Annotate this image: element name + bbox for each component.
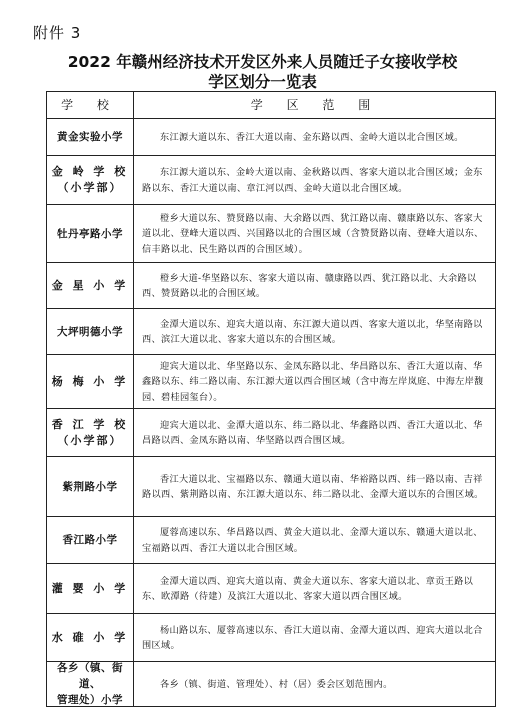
table-row [47, 517, 495, 564]
district-range-text: 香江大道以北、宝福路以东、赣通大道以南、华裕路以西、纬一路以南、吉祥路以西、紫荆路以南、东江源大道以东、纬二路以北、金潭大道以东的合围区域。 [142, 473, 484, 500]
school-name-line: 紫荆路小学 [62, 480, 118, 493]
table-row [47, 355, 495, 409]
school-name-line: 金 星 小 学 [51, 278, 129, 292]
school-name [47, 662, 134, 706]
school-name-line: 杨 梅 小 学 [51, 374, 129, 388]
table-header-row [47, 92, 495, 119]
table-row [47, 409, 495, 457]
district-range [134, 614, 495, 661]
district-range [134, 409, 495, 456]
header-school: 学 校 [47, 92, 134, 118]
document-title-line-2: 学区划分一览表 [208, 73, 317, 91]
attachment-label: 附件 3 [33, 24, 82, 42]
school-district-table [46, 91, 496, 707]
district-range [134, 119, 495, 155]
table-row [47, 614, 495, 662]
district-range [134, 263, 495, 308]
table-row [47, 457, 495, 517]
district-range-text: 橙乡大道以东、赞贤路以南、大余路以西、犹江路以南、赣康路以东、客家大道以北、登峰大道以西、兴国路以北的合围区域（含赞贤路以南、登峰大道以东、信丰路以北、民生路以西的合围区域）。 [142, 212, 484, 255]
school-name-line: （小学部） [57, 181, 123, 194]
table-row [47, 662, 495, 707]
school-name-line: 水 碓 小 学 [51, 630, 129, 644]
district-range [134, 156, 495, 204]
district-range-text: 橙乡大道-华坚路以东、客家大道以南、赣康路以西、犹江路以北、大余路以西、赞贤路以北的合围区域。 [142, 272, 477, 299]
school-name-line: 牡丹亭路小学 [57, 227, 123, 240]
table-row [47, 309, 495, 355]
district-range [134, 457, 495, 516]
school-name-line: （小学部） [57, 433, 123, 447]
school-name-line: 灌 婴 小 学 [51, 581, 129, 595]
district-range [134, 205, 495, 262]
district-range-text: 厦蓉高速以东、华昌路以西、黄金大道以北、金潭大道以东、赣通大道以北、宝福路以西、香江大道以北合围区域。 [142, 527, 483, 554]
school-name [47, 119, 134, 155]
district-range [134, 309, 495, 354]
school-name [47, 614, 134, 661]
table-row [47, 119, 495, 156]
district-range [134, 564, 495, 613]
school-name [47, 457, 134, 516]
district-range [134, 517, 495, 563]
district-range-text: 杨山路以东、厦蓉高速以东、香江大道以南、金潭大道以西、迎宾大道以北合围区域。 [142, 624, 483, 651]
school-name [47, 205, 134, 262]
table-row [47, 156, 495, 205]
school-name [47, 263, 134, 308]
header-range: 学 区 范 围 [250, 97, 381, 112]
district-range-text: 金潭大道以西、迎宾大道以南、黄金大道以东、客家大道以北、章贡王路以东、欧潭路（待建）及滨江大道以北、客家大道以西合围区域。 [142, 575, 474, 602]
district-range [134, 355, 495, 408]
school-name-line: 管理处）小学 [57, 694, 123, 706]
school-name-line: 金 岭 学 校 [51, 165, 129, 178]
district-range-text: 金潭大道以东、迎宾大道以南、东江源大道以西、客家大道以北，华坚南路以西、滨江大道以北、客家大道以东的合围区域。 [142, 318, 483, 345]
district-range-text: 东江源大道以东、金岭大道以南、金秋路以西、客家大道以北合围区域；金东路以东、香江大道以南、章江河以西、金岭大道以北合围区域。 [142, 167, 483, 194]
table-row [47, 263, 495, 309]
district-range-text: 东江源大道以东、香江大道以南、金东路以西、金岭大道以北合围区域。 [160, 131, 464, 143]
school-name [47, 355, 134, 408]
district-range-text: 迎宾大道以北、金潭大道以东、纬二路以北、华鑫路以西、香江大道以北、华昌路以西、金凤东路以南、华坚路以西合围区域。 [142, 419, 483, 446]
school-name-line: 各乡（镇、街道、 [57, 662, 123, 690]
school-name-line: 香江路小学 [62, 534, 118, 546]
school-name-line: 黄金实验小学 [57, 131, 123, 143]
school-name [47, 564, 134, 613]
district-range-text: 各乡（镇、街道、管理处）、村（居）委会区划范围内。 [160, 678, 393, 690]
school-name [47, 309, 134, 354]
school-name [47, 409, 134, 456]
school-name-line: 香 江 学 校 [51, 417, 129, 431]
school-name [47, 156, 134, 204]
school-name-line: 大坪明德小学 [57, 325, 123, 338]
district-range-text: 迎宾大道以北、华坚路以东、金凤东路以北、华昌路以东、香江大道以南、华鑫路以东、纬二路以南、东江源大道以西合围区域（含中海左岸岚庭、中海左岸馥园、碧桂园玺台）。 [142, 360, 484, 403]
district-range [134, 662, 495, 706]
table-row [47, 564, 495, 614]
document-title-line-1: 2022 年赣州经济技术开发区外来人员随迁子女接收学校 [67, 53, 458, 71]
table-row [47, 205, 495, 263]
school-name [47, 517, 134, 563]
